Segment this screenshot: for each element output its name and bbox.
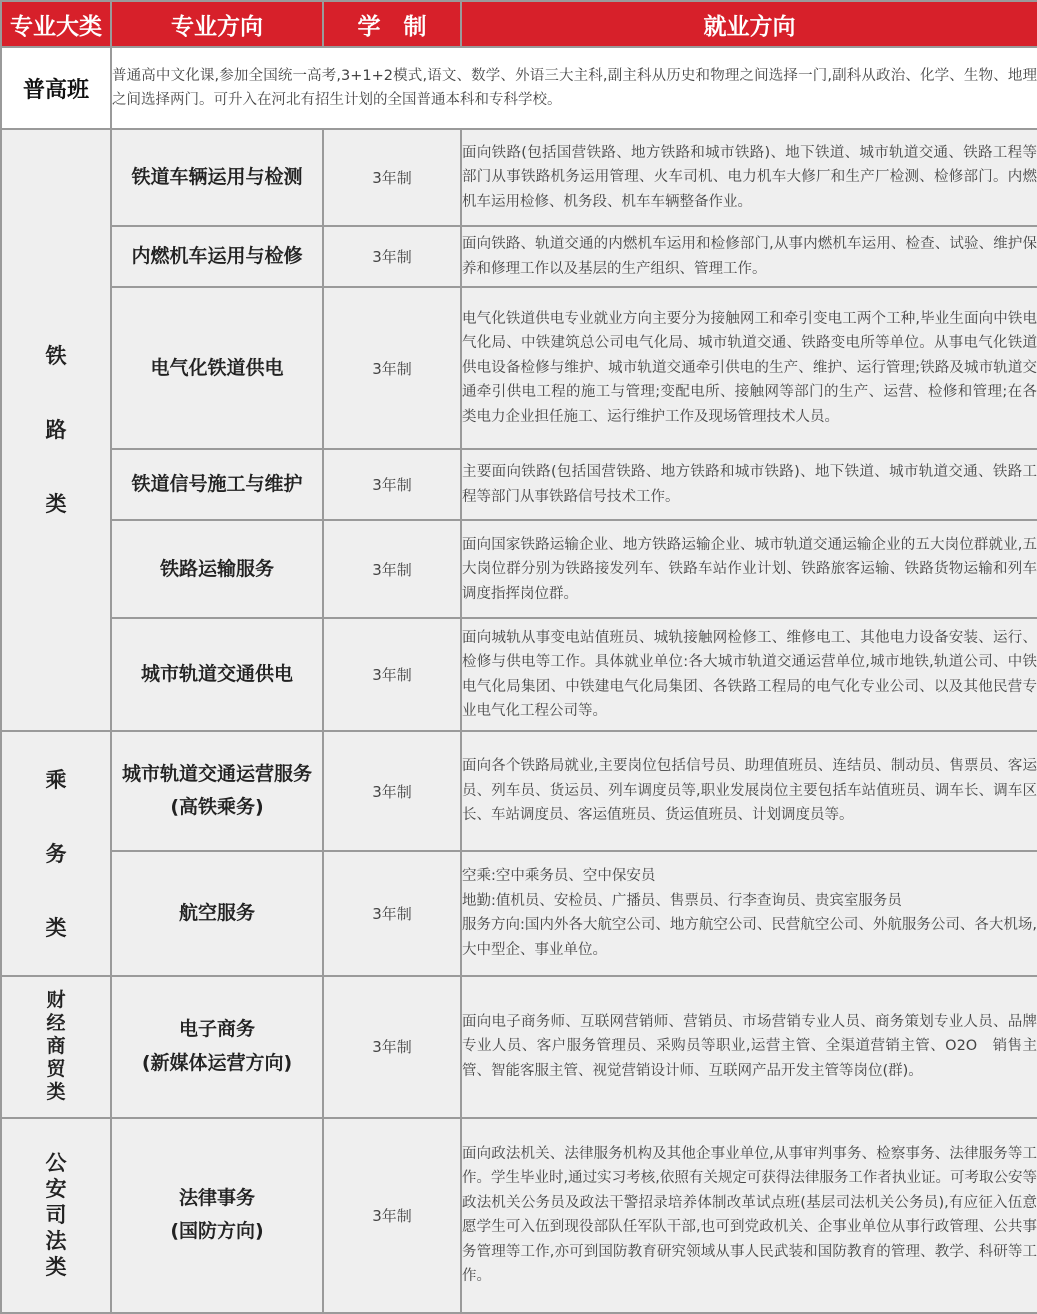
duration: 3年制 [323, 449, 461, 520]
major-sub: (高铁乘务) [170, 796, 264, 819]
major-name: 城市轨道交通供电 [111, 618, 323, 731]
major-name: 城市轨道交通运营服务 [121, 762, 312, 785]
major-name: 法律事务 [178, 1187, 255, 1210]
employment-text: 面向各个铁路局就业,主要岗位包括信号员、助理值班员、连结员、制动员、售票员、客运员、列车员、货运员、列车调度员等,职业发展岗位主要包括车站值班员、调车长、调车区长、车站调度员、客运值班员、货运值班员、计划调度员等。 [461, 731, 1037, 850]
employment-text [461, 851, 1037, 976]
category-label: 乘务类 [45, 767, 67, 940]
general-description: 普通高中文化课,参加全国统一高考,3+1+2模式,语文、数学、外语三大主科,副主科从历史和物理之间选择一门,副科从政治、化学、生物、地理之间选择两门。可升入在河北有招生计划的全国普通本科和专科学校。 [111, 47, 1037, 129]
category-label: 财经商贸类 [46, 989, 66, 1104]
employment-text: 电气化铁道供电专业就业方向主要分为接触网工和牵引变电工两个工种,毕业生面向中铁电气化局、中铁建筑总公司电气化局、城市轨道交通、铁路变电所等单位。从事电气化铁道供电设备检修与维护、城市轨道交通牵引供电的生产、维护、运行管理;铁路及城市轨道交通牵引供电工程的施工与管理;变配电所、接触网等部门的生产、运营、检修和管理;在各类电力企业担任施工、运行维护工作及现场管理技术人员。 [461, 287, 1037, 449]
duration: 3年制 [323, 226, 461, 287]
major-name: 电子商务 [178, 1018, 255, 1041]
header-duration: 学 制 [323, 1, 461, 47]
table-row [1, 976, 1037, 1118]
duration: 3年制 [323, 731, 461, 850]
table-row [1, 520, 1037, 618]
table-row [1, 129, 1037, 226]
duration: 3年制 [323, 1118, 461, 1313]
employment-text: 面向铁路、轨道交通的内燃机车运用和检修部门,从事内燃机车运用、检查、试验、维护保养和修理工作以及基层的生产组织、管理工作。 [461, 226, 1037, 287]
duration: 3年制 [323, 618, 461, 731]
major-name: 铁道信号施工与维护 [111, 449, 323, 520]
table-row [1, 449, 1037, 520]
table-header-row [1, 1, 1037, 47]
employment-line: 空乘:空中乘务员、空中保安员 [462, 868, 656, 885]
header-category: 专业大类 [1, 1, 111, 47]
major-name: 内燃机车运用与检修 [111, 226, 323, 287]
category-label: 公安司法类 [45, 1151, 67, 1280]
employment-line: 服务方向:国内外各大航空公司、地方航空公司、民营航空公司、外航服务公司、各大机场,大中型企、事业单位。 [462, 917, 1037, 958]
table-row [1, 618, 1037, 731]
table-row-general [1, 47, 1037, 129]
duration: 3年制 [323, 287, 461, 449]
employment-text: 面向国家铁路运输企业、地方铁路运输企业、城市轨道交通运输企业的五大岗位群就业,五大岗位群分别为铁路接发列车、铁路车站作业计划、铁路旅客运输、铁路货物运输和列车调度指挥岗位群。 [461, 520, 1037, 618]
major-name: 铁路运输服务 [111, 520, 323, 618]
duration: 3年制 [323, 976, 461, 1118]
employment-text: 面向电子商务师、互联网营销师、营销员、市场营销专业人员、商务策划专业人员、品牌专业人员、客户服务管理员、采购员等职业,运营主管、全渠道营销主管、O2O 销售主管、智能客服主管、视觉营销设计师、互联网产品开发主管等岗位(群)。 [461, 976, 1037, 1118]
major-name: 电气化铁道供电 [111, 287, 323, 449]
duration: 3年制 [323, 851, 461, 976]
category-attendant [1, 731, 111, 975]
header-employment: 就业方向 [461, 1, 1037, 47]
category-general: 普高班 [1, 47, 111, 129]
table-row [1, 1118, 1037, 1313]
employment-text: 主要面向铁路(包括国营铁路、地方铁路和城市铁路)、地下铁道、城市轨道交通、铁路工程等部门从事铁路信号技术工作。 [461, 449, 1037, 520]
category-label: 铁路类 [45, 344, 67, 517]
table-row [1, 226, 1037, 287]
major-cell [111, 1118, 323, 1313]
category-public-security-law [1, 1118, 111, 1313]
major-cell [111, 976, 323, 1118]
employment-text: 面向铁路(包括国营铁路、地方铁路和城市铁路)、地下铁道、城市轨道交通、铁路工程等部门从事铁路机务运用管理、火车司机、电力机车大修厂和生产厂检测、检修部门。内燃机车运用检修、机务段、机车车辆整备作业。 [461, 129, 1037, 226]
major-sub: (新媒体运营方向) [141, 1051, 293, 1074]
major-sub: (国防方向) [170, 1220, 264, 1243]
category-railway [1, 129, 111, 731]
table-row [1, 731, 1037, 850]
table-row [1, 851, 1037, 976]
major-name: 铁道车辆运用与检测 [111, 129, 323, 226]
table-row [1, 287, 1037, 449]
duration: 3年制 [323, 129, 461, 226]
header-major: 专业方向 [111, 1, 323, 47]
major-cell [111, 731, 323, 850]
employment-line: 地勤:值机员、安检员、广播员、售票员、行李查询员、贵宾室服务员 [462, 892, 902, 909]
major-name: 航空服务 [111, 851, 323, 976]
category-finance-trade [1, 976, 111, 1118]
employment-text: 面向城轨从事变电站值班员、城轨接触网检修工、维修电工、其他电力设备安装、运行、检修与供电等工作。具体就业单位:各大城市轨道交通运营单位,城市地铁,轨道公司、中铁电气化局集团、中铁建电气化局集团、各铁路工程局的电气化专业公司、以及其他民营专业电气化工程公司等。 [461, 618, 1037, 731]
employment-text: 面向政法机关、法律服务机构及其他企事业单位,从事审判事务、检察事务、法律服务等工作。学生毕业时,通过实习考核,依照有关规定可获得法律服务工作者执业证。可考取公安等政法机关公务员及政法干警招录培养体制改革试点班(基层司法机关公务员),有应征入伍意愿学生可入伍到现役部队任军队干部,也可到党政机关、企事业单位从事行政管理、公共事务管理等工作,亦可到国防教育研究领域从事人民武装和国防教育的管理、教学、科研等工作。 [461, 1118, 1037, 1313]
duration: 3年制 [323, 520, 461, 618]
